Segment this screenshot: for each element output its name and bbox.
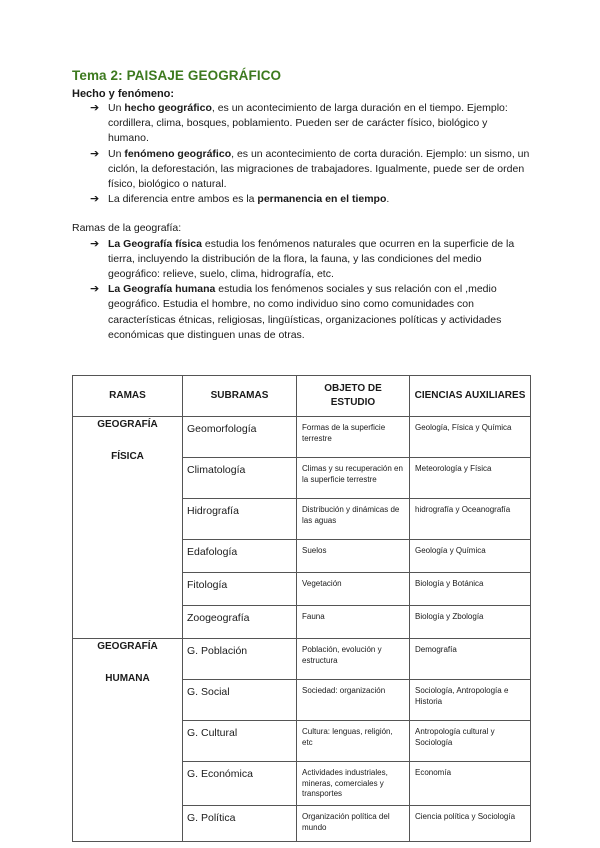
list-item: ➔ La Geografía física estudia los fenómenos naturales que ocurren en la superficie de la tierra, incluyendo la distribución de la flora, la fauna, y las condiciones del medio geográfico: relieve, suelo, clima, hidrografía, etc.	[90, 237, 515, 281]
subrama-cell: Hidrografía	[183, 499, 297, 540]
subrama-cell: Edafología	[183, 540, 297, 573]
ciencias-cell: Biología y Botánica	[410, 573, 531, 606]
ramas-table	[72, 375, 531, 842]
arrow-icon: ➔	[90, 283, 100, 296]
objeto-cell: Sociedad: organización	[297, 680, 410, 721]
subrama-cell: G. Cultural	[183, 721, 297, 762]
objeto-cell: Distribución y dinámicas de las aguas	[297, 499, 410, 540]
table-header-row	[73, 376, 531, 417]
arrow-icon: ➔	[90, 237, 100, 250]
subrama-cell: Climatología	[183, 458, 297, 499]
objeto-cell: Fauna	[297, 606, 410, 639]
rama-humana: GEOGRAFÍA HUMANA	[73, 639, 183, 842]
list-item: ➔ La diferencia entre ambos es la permanencia en el tiempo.	[90, 192, 530, 207]
ciencias-cell: Geología, Física y Química	[410, 417, 531, 458]
ciencias-cell: Demografía	[410, 639, 531, 680]
header-ciencias: CIENCIAS AUXILIARES	[410, 376, 531, 417]
header-objeto: OBJETO DE ESTUDIO	[297, 376, 410, 417]
arrow-icon: ➔	[90, 193, 100, 206]
page-title: Tema 2: PAISAJE GEOGRÁFICO	[72, 68, 282, 83]
subrama-cell: G. Población	[183, 639, 297, 680]
objeto-cell: Formas de la superficie terrestre	[297, 417, 410, 458]
list-item: ➔ La Geografía humana estudia los fenómenos sociales y sus relación con el ,medio geográfico. Estudia el hombre, no como individuo sino como comunidades con características étnicas, religiosas, lingüísticas, organizaciones políticas y actividades económicas que distinguen unas de otras.	[90, 283, 502, 341]
header-subramas: SUBRAMAS	[183, 376, 297, 417]
objeto-cell: Cultura: lenguas, religión, etc	[297, 721, 410, 762]
subrama-cell: Geomorfología	[183, 417, 297, 458]
objeto-cell: Suelos	[297, 540, 410, 573]
objeto-cell: Vegetación	[297, 573, 410, 606]
section-heading-hecho: Hecho y fenómeno:	[72, 88, 175, 100]
section-heading-ramas: Ramas de la geografía:	[72, 222, 182, 235]
rama-fisica: GEOGRAFÍA FÍSICA	[73, 417, 183, 639]
table-row	[73, 639, 531, 680]
list-item: ➔ Un hecho geográfico, es un acontecimiento de larga duración en el tiempo. Ejemplo: cordillera, clima, bosques, poblamiento. Pueden ser de carácter físico, biológico y humano.	[90, 102, 508, 145]
ciencias-cell: Economía	[410, 762, 531, 806]
ciencias-cell: Sociología, Antropología e Historia	[410, 680, 531, 721]
ciencias-cell: Ciencia política y Sociología	[410, 806, 531, 842]
ciencias-cell: Biología y Zbología	[410, 606, 531, 639]
arrow-icon: ➔	[90, 102, 100, 114]
document-body	[72, 68, 530, 343]
header-ramas: RAMAS	[73, 376, 183, 417]
ramas-list	[72, 237, 530, 343]
ciencias-cell: hidrografía y Oceanografía	[410, 499, 531, 540]
objeto-cell: Climas y su recuperación en la superficie terrestre	[297, 458, 410, 499]
subrama-cell: G. Económica	[183, 762, 297, 806]
arrow-icon: ➔	[90, 147, 100, 160]
subrama-cell: G. Social	[183, 680, 297, 721]
ciencias-cell: Antropología cultural y Sociología	[410, 721, 531, 762]
ciencias-cell: Meteorología y Física	[410, 458, 531, 499]
list-item: ➔ Un fenómeno geográfico, es un acontecimiento de corta duración. Ejemplo: un sismo, un ciclón, la deforestación, las migraciones de trabajadores. Igualmente, puede ser de orden físico, biológico o natural.	[90, 147, 530, 191]
subrama-cell: Zoogeografía	[183, 606, 297, 639]
ciencias-cell: Geología y Química	[410, 540, 531, 573]
subrama-cell: Fitología	[183, 573, 297, 606]
hecho-list	[72, 101, 530, 207]
objeto-cell: Organización política del mundo	[297, 806, 410, 842]
subrama-cell: G. Política	[183, 806, 297, 842]
table-row	[73, 417, 531, 458]
objeto-cell: Actividades industriales, mineras, comerciales y transportes	[297, 762, 410, 806]
objeto-cell: Población, evolución y estructura	[297, 639, 410, 680]
